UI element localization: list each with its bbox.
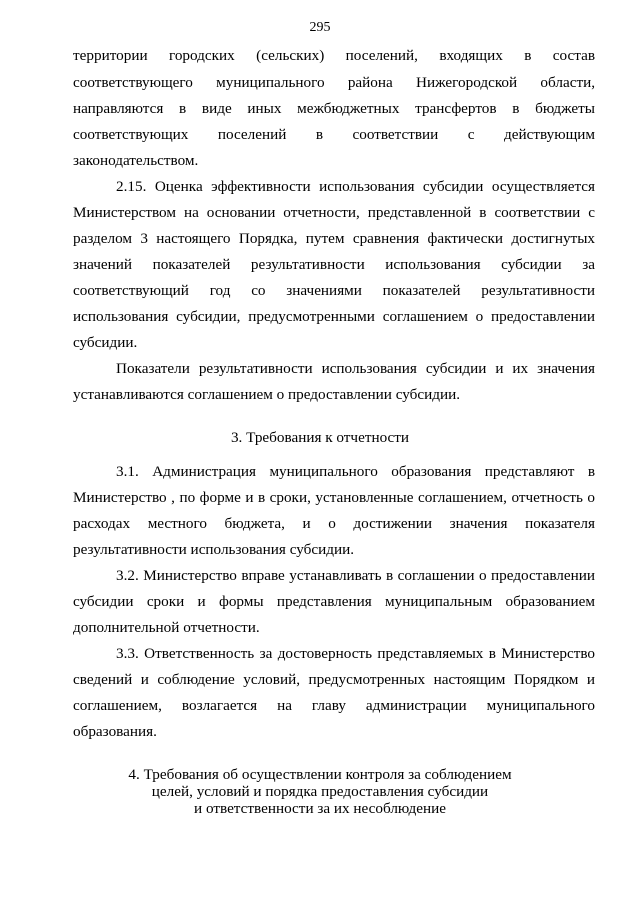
text-line: 3.3. Ответственность за достоверность представляемых в Министерство (116, 645, 595, 662)
text-line: результативности использования субсидии. (73, 541, 355, 558)
heading-line: 4. Требования об осуществлении контроля за соблюдением (128, 766, 512, 783)
text-line: образования. (73, 723, 157, 740)
text-line: законодательством. (73, 152, 199, 169)
section-3-heading: 3. Требования к отчетности (230, 429, 410, 446)
text-line: расходах местного бюджета, и о достижении значения показателя (73, 515, 595, 532)
text-line: разделом 3 настоящего Порядка, путем сравнения фактически достигнутых (73, 230, 595, 247)
text-line: использования субсидии, предусмотренными соглашением о предоставлении (73, 308, 595, 325)
text-line: соответствующий год со значениями показателей результативности (73, 282, 595, 299)
text-line: направляются в виде иных межбюджетных трансфертов в бюджеты (73, 100, 595, 117)
heading-line: целей, условий и порядка предоставления субсидии (151, 783, 489, 800)
text-line: территории городских (сельских) поселений, входящих в состав (73, 47, 595, 64)
text-line: дополнительной отчетности. (73, 619, 260, 636)
text-line: 3.1. Администрация муниципального образования представляют в (116, 463, 595, 480)
text-line: значений показателей результативности использования субсидии за (73, 256, 595, 273)
text-line: 3.2. Министерство вправе устанавливать в соглашении о предоставлении (116, 567, 595, 584)
text-line: Показатели результативности использования субсидии и их значения (116, 360, 595, 377)
text-line: Министерство , по форме и в сроки, установленные соглашением, отчетность о (73, 489, 595, 506)
text-line: Министерством на основании отчетности, представленной в соответствии с (73, 204, 595, 221)
text-line: субсидии. (73, 334, 138, 351)
text-line: соответствующих поселений в соответствии с действующим (73, 126, 595, 143)
text-line: устанавливаются соглашением о предоставлении субсидии. (73, 386, 461, 403)
text-line: соглашением, возлагается на главу администрации муниципального (73, 697, 595, 714)
page-number: 295 (309, 20, 331, 35)
heading-line: и ответственности за их несоблюдение (194, 800, 446, 817)
text-line: субсидии сроки и формы представления муниципальным образованием (73, 593, 595, 610)
text-line: сведений и соблюдение условий, предусмотренных настоящим Порядком и (73, 671, 595, 688)
text-line: 2.15. Оценка эффективности использования субсидии осуществляется (116, 178, 595, 195)
text-line: соответствующего муниципального района Нижегородской области, (73, 74, 595, 91)
